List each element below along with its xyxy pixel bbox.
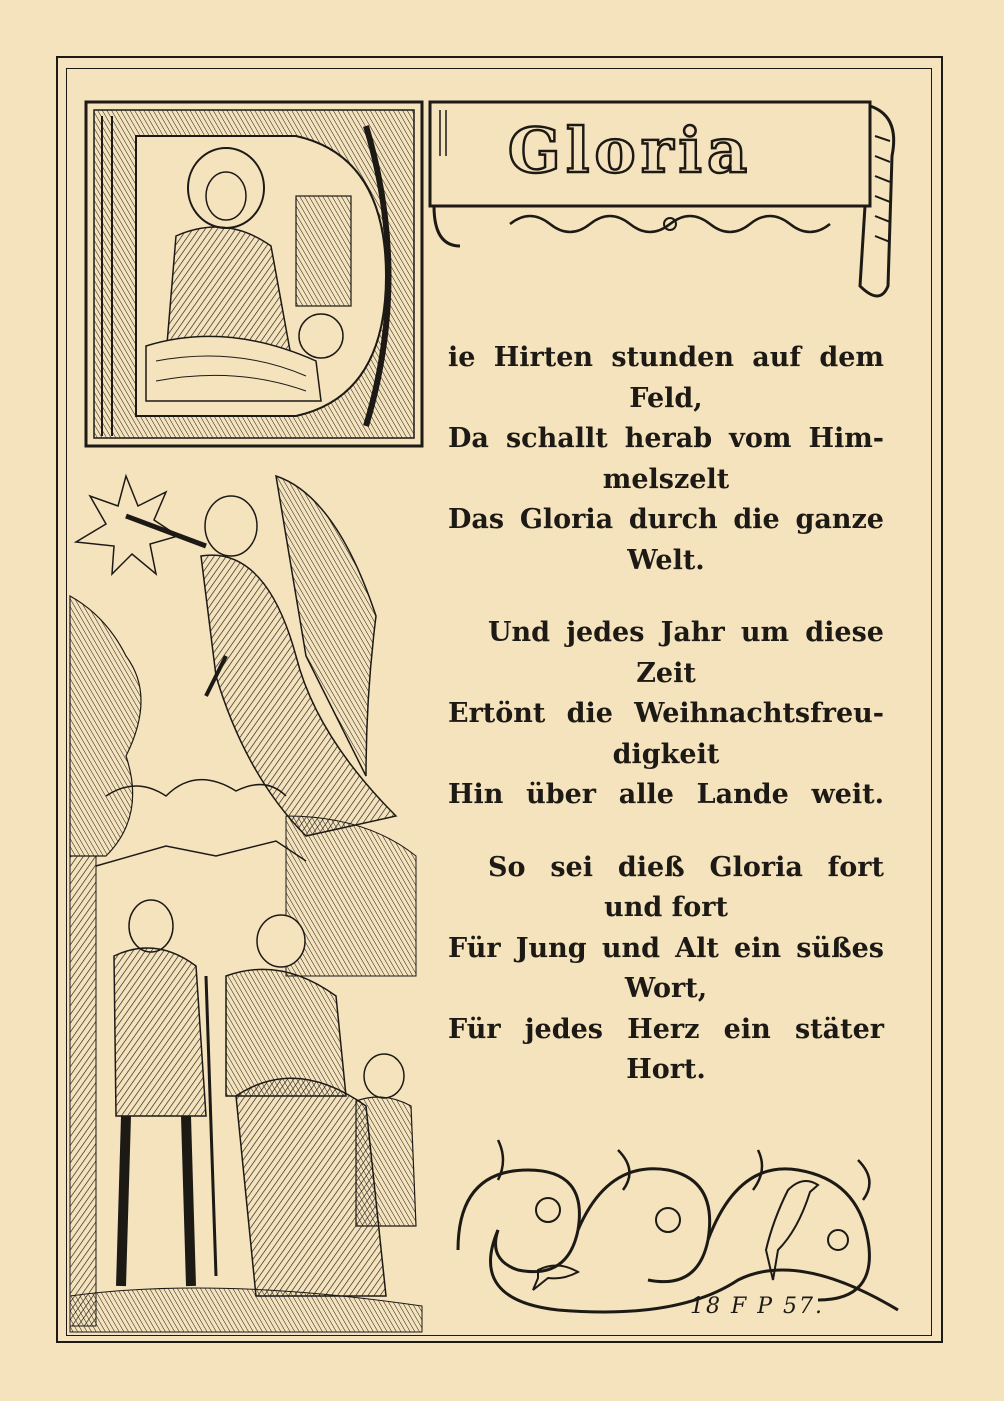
poem-line: melszelt xyxy=(602,463,730,495)
poem-text xyxy=(448,338,884,1123)
angel-figure xyxy=(126,476,396,836)
star-of-bethlehem xyxy=(76,476,178,574)
poem-line: und fort xyxy=(604,892,728,923)
poem-line: Hin über alle Lande weit. xyxy=(448,779,884,810)
poem-line: Welt. xyxy=(627,544,705,576)
poem-line: So sei dieß Gloria fort xyxy=(488,851,884,883)
poem-line: Da schallt herab vom Him- xyxy=(448,423,884,454)
initial-d-block xyxy=(86,102,422,446)
poem-line: Das Gloria durch die ganze xyxy=(448,504,884,535)
poem-line: digkeit xyxy=(612,738,720,770)
poem-line: Für Jung und Alt ein süßes xyxy=(448,932,884,964)
page-title: Gloria xyxy=(507,114,753,187)
poem-line: Und jedes Jahr um diese xyxy=(488,617,884,648)
stanza-3 xyxy=(448,848,884,1091)
poem-line: ie Hirten stunden auf dem xyxy=(448,342,884,373)
nativity-illustration xyxy=(66,96,426,1336)
bird-icon xyxy=(766,1181,818,1280)
poem-line: Für jedes Herz ein stäter xyxy=(448,1013,884,1045)
artist-monogram: 18 F P 57. xyxy=(690,1294,825,1319)
poem-line: Feld, xyxy=(629,382,703,414)
poem-line: Zeit xyxy=(636,657,696,689)
poem-line: Ertönt die Weihnachtsfreu- xyxy=(448,698,884,729)
poem-line: Wort, xyxy=(624,973,708,1004)
stanza-1 xyxy=(448,338,884,581)
poem-line: Hort. xyxy=(626,1054,706,1085)
stanza-2 xyxy=(448,613,884,816)
floral-ornament xyxy=(438,1130,918,1330)
bird-icon xyxy=(533,1265,578,1290)
